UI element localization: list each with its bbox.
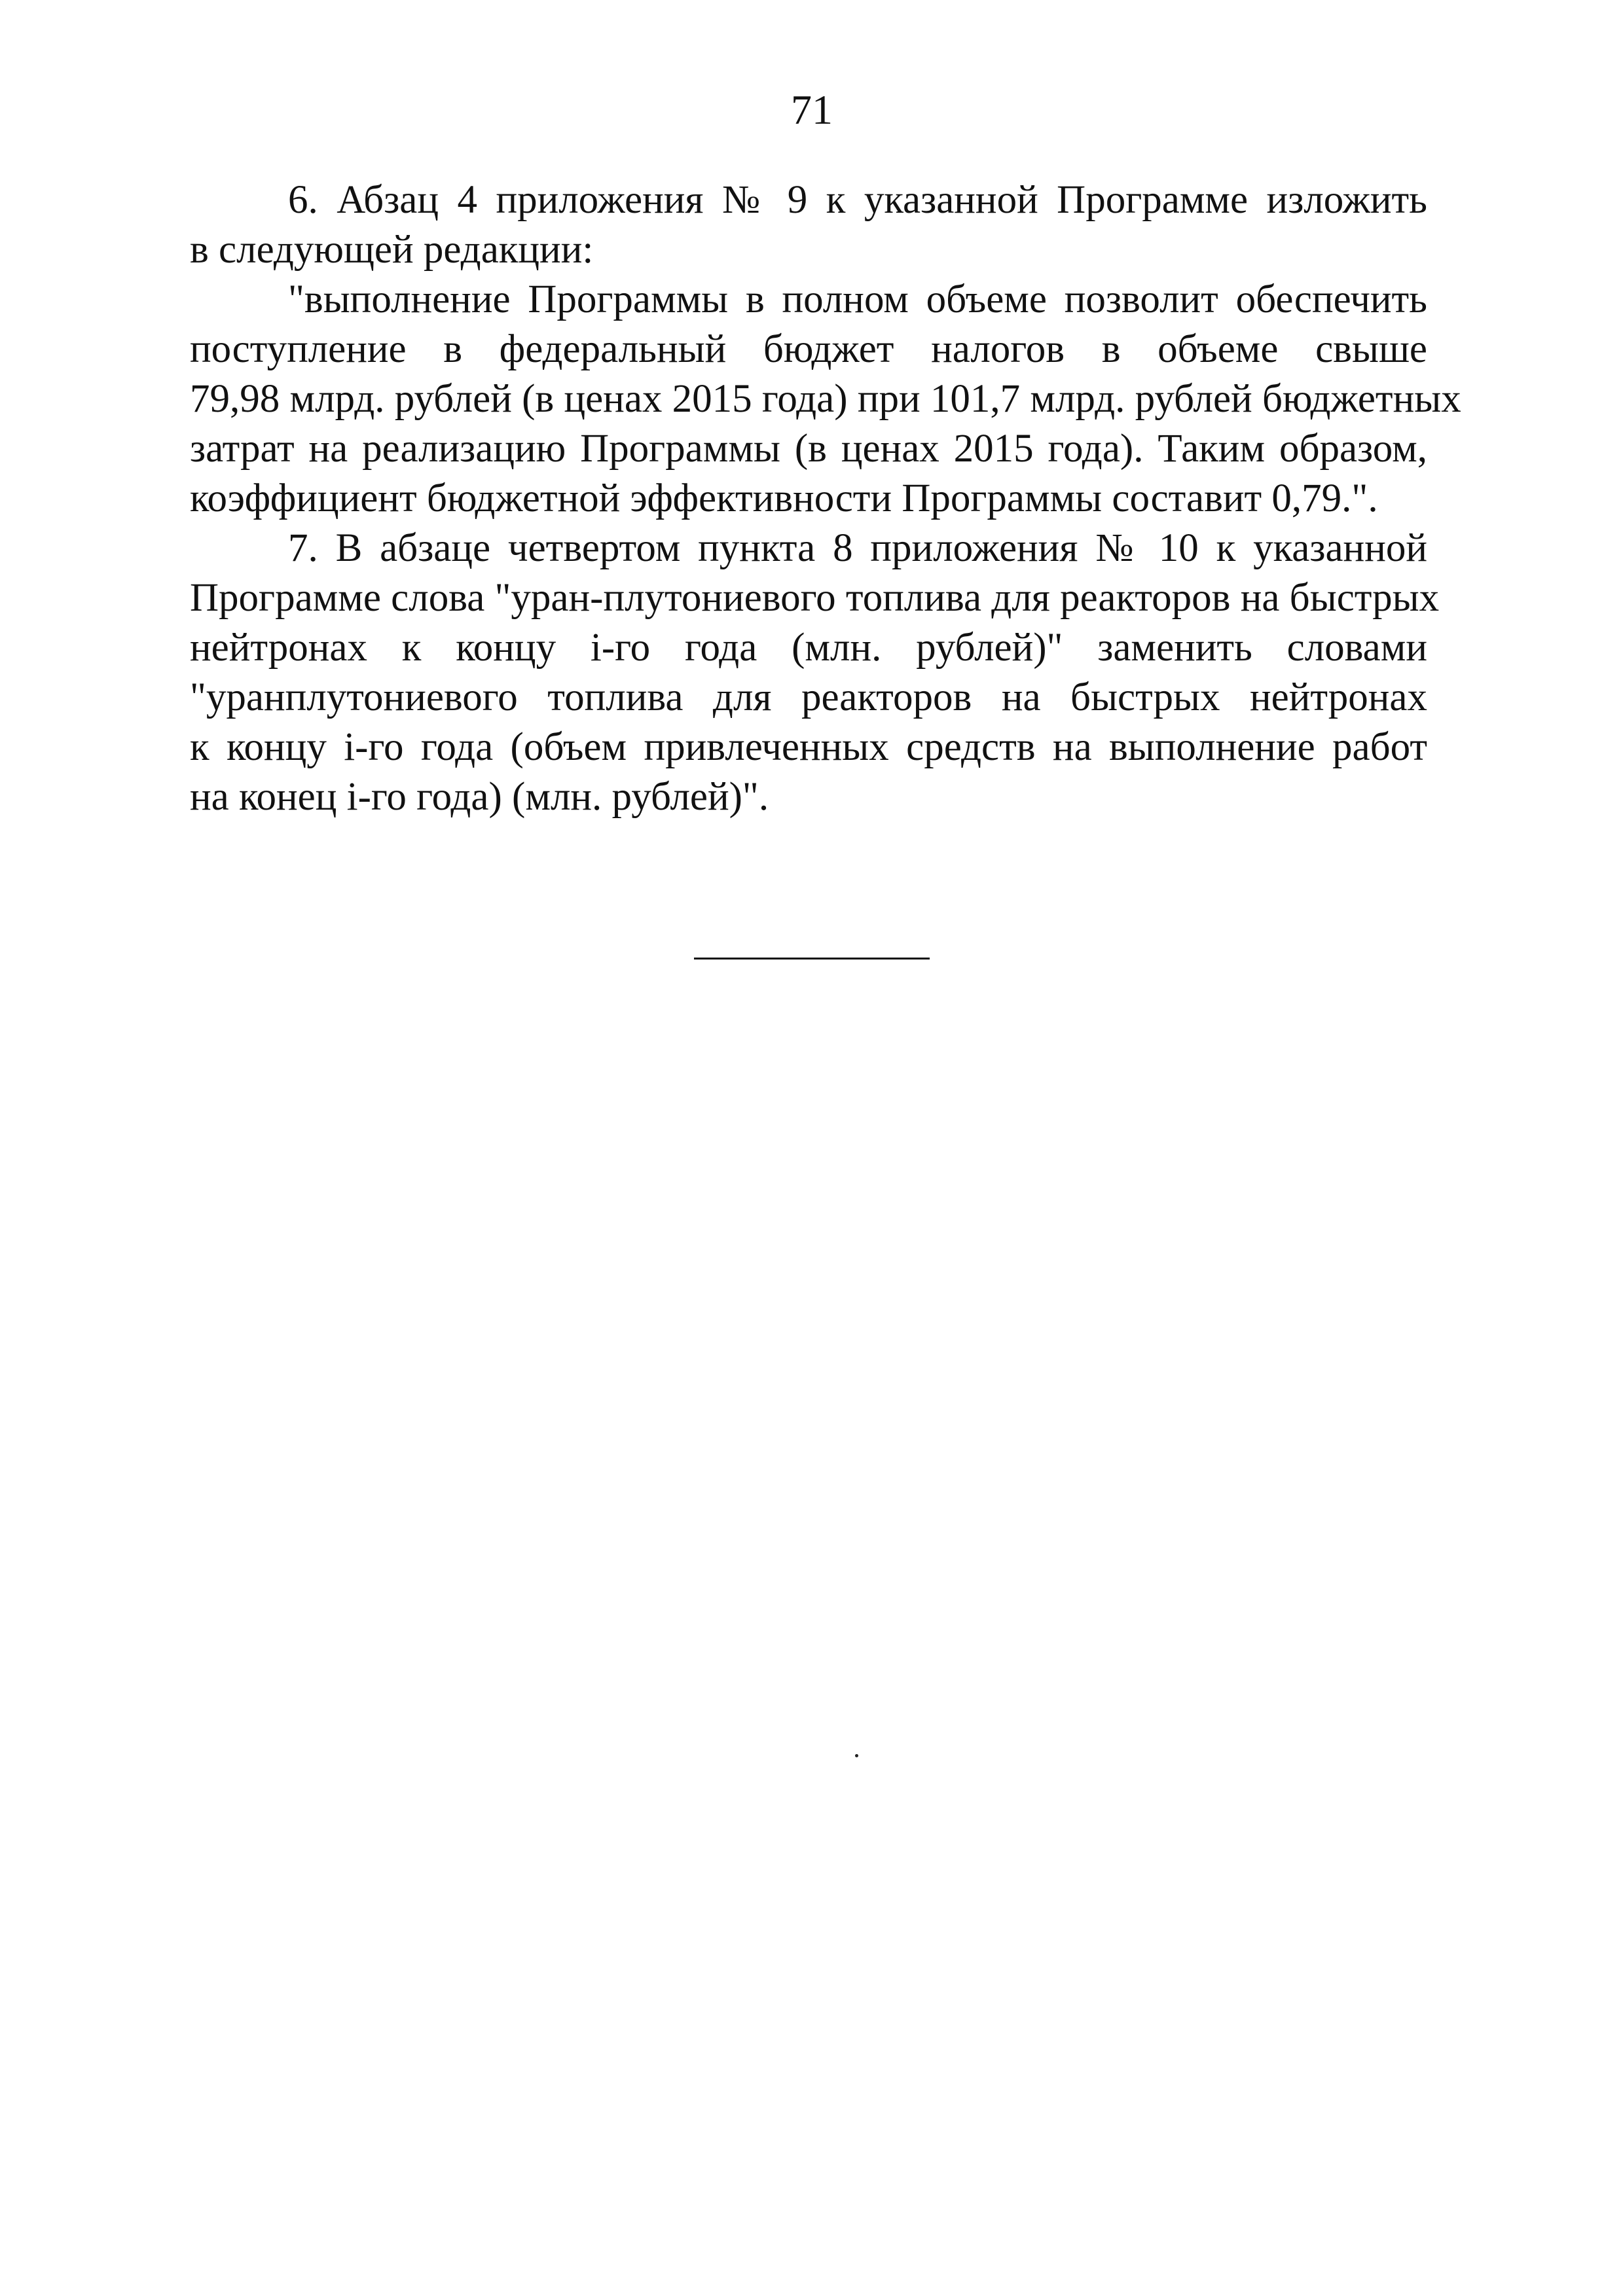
document-body xyxy=(190,175,1461,822)
text-line: 6. Абзац 4 приложения № 9 к указанной Программе изложить xyxy=(288,178,1427,222)
paragraph-item-7 xyxy=(190,524,1440,822)
page-number: 71 xyxy=(791,86,833,133)
text-line: 79,98 млрд. рублей (в ценах 2015 года) при 101,7 млрд. рублей бюджетных xyxy=(190,377,1461,421)
text-line: к концу i-го года (объем привлеченных средств на выполнение работ xyxy=(190,725,1427,769)
quoted-paragraph xyxy=(190,275,1461,524)
text-line: Программе слова "уран-плутониевого топлива для реакторов на быстрых xyxy=(190,576,1440,620)
text-line: "выполнение Программы в полном объеме позволит обеспечить xyxy=(288,278,1427,321)
text-line: нейтронах к концу i-го года (млн. рублей)" заменить словами xyxy=(190,626,1427,670)
text-line: затрат на реализацию Программы (в ценах 2015 года). Таким образом, xyxy=(190,427,1427,471)
text-line: на конец i-го года) (млн. рублей)". xyxy=(190,775,769,819)
text-line: коэффициент бюджетной эффективности Программы составит 0,79.". xyxy=(190,476,1378,520)
text-line: "уранплутониевого топлива для реакторов на быстрых нейтронах xyxy=(190,675,1427,719)
paragraph-item-6 xyxy=(190,175,1427,275)
end-divider xyxy=(694,958,930,960)
scan-speck xyxy=(855,1754,858,1757)
text-line: поступление в федеральный бюджет налогов в объеме свыше xyxy=(190,327,1427,371)
text-line: в следующей редакции: xyxy=(190,228,594,272)
text-line: 7. В абзаце четвертом пункта 8 приложения № 10 к указанной xyxy=(288,526,1427,570)
